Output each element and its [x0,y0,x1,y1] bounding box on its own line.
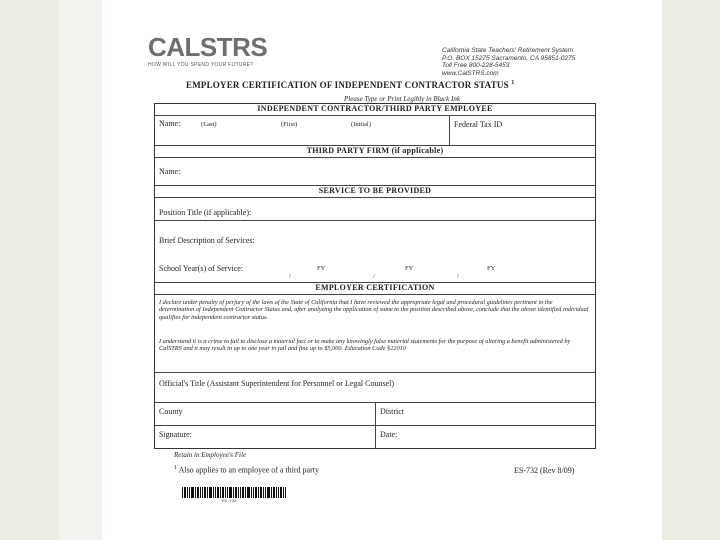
county-label[interactable]: County [159,407,183,416]
contractor-name-row [155,116,595,146]
footnote [174,465,319,475]
section-header-certification: EMPLOYER CERTIFICATION [155,283,595,295]
address-line: Toll Free 800-228-5453 [442,62,510,70]
position-title-label: Position Title (if applicable): [159,208,252,217]
declaration-paragraph-2: I understand it is a crime to fail to disclose a material fact or to make any knowingly false material statements for the purpose of altering a benefit administered by CalSTRS and it may result in up to one year in jail and fine up to $5,000. Education Code §22010 [159,338,571,353]
slash-mark: / [289,273,291,280]
footnote-mark: 1 [174,465,177,471]
retain-note: Retain in Employee's File [174,451,247,459]
slash-mark: / [373,273,375,280]
declaration-block [155,295,595,373]
position-title-row[interactable] [155,198,595,221]
firm-name-row[interactable] [155,158,595,186]
address-line: P.O. BOX 15275 Sacramento, CA 95851-0275 [442,54,576,62]
right-margin [662,0,720,540]
column-divider [375,403,376,425]
signature-date-row [155,426,595,448]
section-header-service: SERVICE TO BE PROVIDED [155,186,595,198]
fy-label: FY [317,265,326,272]
form-title-text: EMPLOYER CERTIFICATION OF INDEPENDENT CONTRACTOR STATUS [186,80,509,90]
date-label[interactable]: Date: [380,430,398,439]
county-district-row [155,403,595,426]
school-years-row[interactable] [155,258,595,283]
logo-wordmark: CALSTRS [148,32,268,62]
barcode [182,487,286,498]
initial-label: (Initial) [351,121,371,128]
instructions: Please Type or Print Legibly in Black Ink [344,95,460,103]
last-label: (Last) [201,121,217,128]
section-header-contractor: INDEPENDENT CONTRACTOR/THIRD PARTY EMPLOYEE [155,104,595,116]
column-divider [449,116,450,145]
form-title [186,80,606,90]
title-footnote-mark: 1 [511,80,515,86]
officials-title-row[interactable] [155,373,595,403]
column-divider [375,426,376,448]
officials-title-label: Official's Title (Assistant Superintendent for Personnel or Legal Counsel) [159,379,395,388]
address-block [442,47,612,77]
barcode-text: ES-732 [222,500,237,504]
district-label[interactable]: District [380,407,404,416]
signature-label[interactable]: Signature: [159,430,192,439]
declaration-paragraph-1: I declare under penalty of perjury of the laws of the State of California that I have reviewed the appropriate legal and procedural guidelines pertinent to the determination of Independent Contractor Status and, after analyzing the application of same to the position described above, conclude that the above identified individual qualifies for independent contractor status. [159,299,589,321]
certification-form [154,103,596,449]
name-label: Name: [159,119,181,128]
section-header-firm: THIRD PARTY FIRM (if applicable) [155,146,595,158]
calstrs-logo [148,34,267,68]
tax-id-label[interactable]: Federal Tax ID [454,120,503,129]
address-line: California State Teachers' Retirement System [442,47,574,54]
brief-description-label: Brief Description of Services: [159,236,255,245]
firm-name-label: Name: [159,167,181,176]
brief-description-row[interactable] [155,221,595,258]
first-label: (First) [281,121,298,128]
address-line: www.CalSTRS.com [442,69,499,77]
logo-tagline: HOW WILL YOU SPEND YOUR FUTURE? [148,62,254,68]
fy-label: FY [487,265,496,272]
school-years-label: School Year(s) of Service: [159,264,243,273]
slash-mark: / [457,273,459,280]
left-margin [0,0,58,540]
form-number: ES-732 (Rev 8/09) [514,466,575,475]
fy-label: FY [405,265,414,272]
footnote-text: Also applies to an employee of a third party [178,465,319,475]
form-page [102,0,662,540]
